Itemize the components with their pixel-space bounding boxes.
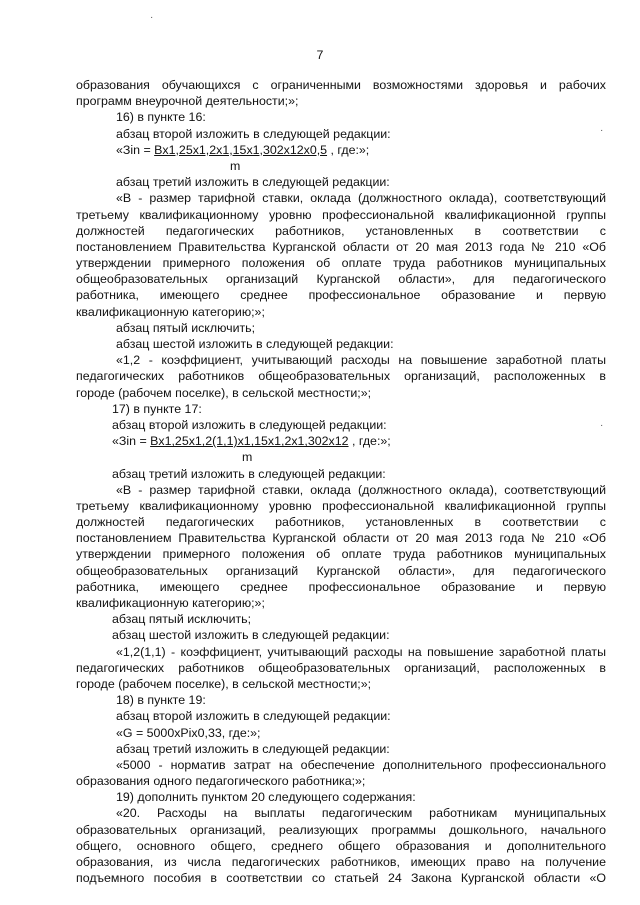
text-line: «20. Расходы на выплаты педагогическим работникам муниципальных xyxy=(116,806,606,821)
text-line: работника, имеющего среднее профессиональное образование и первую xyxy=(76,288,606,303)
formula-denominator: m xyxy=(242,450,253,465)
document-body xyxy=(76,77,606,886)
formula-denominator: m xyxy=(230,158,241,173)
scan-mark: · xyxy=(150,12,154,23)
text-line: общеобразовательных организаций Курганской области», для педагогического xyxy=(76,272,606,287)
scan-mark: · xyxy=(600,125,604,136)
text-line: общего, основного общего, среднего общего образования и дополнительного xyxy=(76,838,606,853)
text-line: квалификационную категорию;»; xyxy=(76,304,265,319)
text-line: общеобразовательных организаций Курганской области», для педагогического xyxy=(76,563,606,578)
text-line: абзац второй изложить в следующей редакции: xyxy=(116,709,391,724)
text-line: городе (рабочем поселке), в сельской местности;»; xyxy=(76,676,372,691)
list-item-heading: 17) в пункте 17: xyxy=(112,401,202,416)
text-line: абзац пятый исключить; xyxy=(112,612,252,627)
text-line: «В - размер тарифной ставки, оклада (должностного оклада), соответствующий xyxy=(116,482,606,497)
text-line: абзац шестой изложить в следующей редакции: xyxy=(112,628,390,643)
scan-mark: · xyxy=(600,420,604,431)
formula-suffix: , где:»; xyxy=(348,434,391,449)
text-line: постановлением Правительства Курганской области от 20 мая 2013 года № 210 «Об xyxy=(76,531,606,546)
text-line: образования, из числа педагогических работников, имеющих право на получение xyxy=(76,855,606,869)
formula-suffix: , где:»; xyxy=(327,142,370,157)
formula-prefix: «Зin = xyxy=(112,434,151,449)
formula-line: «G = 5000xPix0,33, где:»; xyxy=(116,725,261,740)
text-line: абзац шестой изложить в следующей редакции: xyxy=(116,337,394,351)
text-line: абзац третий изложить в следующей редакции: xyxy=(116,741,390,756)
text-line: «1,2(1,1) - коэффициент, учитывающий расходы на повышение заработной платы xyxy=(116,644,606,659)
text-line: должностей педагогических работников, установленных в соответствии с xyxy=(76,515,606,530)
page-number: 7 xyxy=(316,48,324,62)
text-line: третьему квалификационному уровню профессиональной квалификационной группы xyxy=(76,207,606,222)
text-line: абзац второй изложить в следующей редакции: xyxy=(112,417,387,432)
text-line: постановлением Правительства Курганской области от 20 мая 2013 года № 210 «Об xyxy=(76,239,606,254)
text-line: абзац третий изложить в следующей редакции: xyxy=(112,466,386,481)
text-line: «5000 - норматив затрат на обеспечение дополнительного профессионального xyxy=(116,757,606,772)
text-line: утверждении примерного положения об оплате труда работников муниципальных xyxy=(76,547,606,562)
text-line: городе (рабочем поселке), в сельской местности;»; xyxy=(76,385,372,400)
text-line: «1,2 - коэффициент, учитывающий расходы на повышение заработной платы xyxy=(116,353,606,368)
formula-numerator: Bx1,25x1,2x1,15x1,302x12x0,5 xyxy=(154,142,328,157)
text-line: третьему квалификационному уровню профессиональной квалификационной группы xyxy=(76,498,606,513)
text-line: квалификационную категорию;»; xyxy=(76,596,265,610)
text-line: абзац второй изложить в следующей редакции: xyxy=(116,126,391,141)
text-line: абзац пятый исключить; xyxy=(116,320,256,335)
text-line: подъемного пособия в соответствии со статьей 24 Закона Курганской области «О xyxy=(76,871,606,886)
text-line: образовательных организаций, реализующих программы дошкольного, начального xyxy=(76,822,606,837)
formula-prefix: «Зin = xyxy=(116,142,155,157)
text-line: утверждении примерного положения об оплате труда работников муниципальных xyxy=(76,256,606,271)
list-item-heading: 18) в пункте 19: xyxy=(116,693,206,708)
text-line: педагогических работников общеобразовательных организаций, расположенных в xyxy=(76,369,606,384)
formula-line xyxy=(76,142,606,158)
formula-line xyxy=(76,433,606,449)
list-item-heading: 16) в пункте 16: xyxy=(116,110,206,125)
text-line: абзац третий изложить в следующей редакции: xyxy=(116,175,390,190)
text-line: образования обучающихся с ограниченными возможностями здоровья и рабочих xyxy=(76,78,606,92)
text-line: должностей педагогических работников, установленных в соответствии с xyxy=(76,223,606,238)
formula-numerator: Bx1,25x1,2(1,1)x1,15x1,2x1,302x12 xyxy=(150,434,349,449)
text-line: педагогических работников общеобразовательных организаций, расположенных в xyxy=(76,660,606,675)
text-line: программ внеурочной деятельности;»; xyxy=(76,94,299,109)
list-item-heading: 19) дополнить пунктом 20 следующего содержания: xyxy=(116,790,416,805)
text-line: «В - размер тарифной ставки, оклада (должностного оклада), соответствующий xyxy=(116,191,606,206)
text-line: образования одного педагогического работника;»; xyxy=(76,774,366,789)
text-line: работника, имеющего среднее профессиональное образование и первую xyxy=(76,579,606,594)
